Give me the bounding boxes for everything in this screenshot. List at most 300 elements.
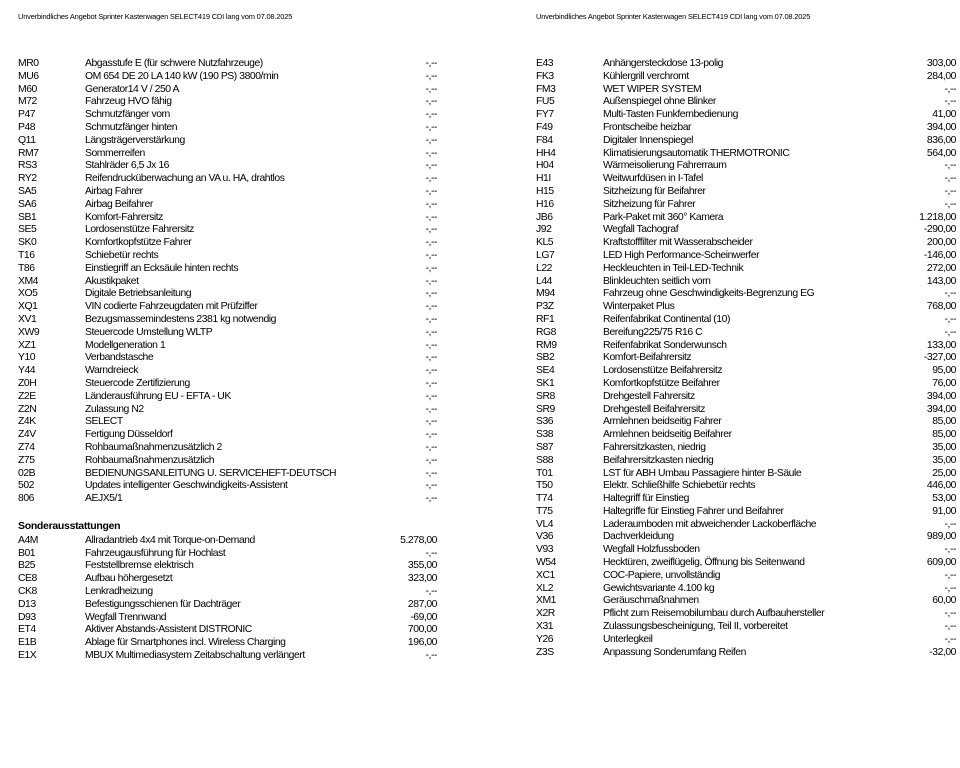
equipment-row xyxy=(18,637,437,650)
equipment-price: -,-- xyxy=(425,493,437,505)
equipment-row xyxy=(536,595,956,608)
equipment-code: Z2E xyxy=(18,390,36,402)
equipment-code: T01 xyxy=(536,467,553,479)
equipment-row xyxy=(536,173,956,186)
equipment-price: -,-- xyxy=(944,326,956,338)
equipment-row xyxy=(18,391,437,404)
equipment-code: M72 xyxy=(18,96,37,108)
section-title-sonderausstattungen: Sonderausstattungen xyxy=(18,519,121,532)
equipment-description: Lenkradheizung xyxy=(85,586,153,598)
equipment-price: -,-- xyxy=(425,390,437,402)
equipment-row xyxy=(536,276,956,289)
equipment-row xyxy=(18,58,437,71)
equipment-code: E1X xyxy=(18,650,37,662)
equipment-description: Fertigung Düsseldorf xyxy=(85,429,173,441)
equipment-price: -,-- xyxy=(425,586,437,598)
equipment-row xyxy=(18,186,437,199)
equipment-row xyxy=(536,416,956,429)
equipment-code: M60 xyxy=(18,83,37,95)
equipment-row xyxy=(536,621,956,634)
equipment-price: -,-- xyxy=(425,58,437,69)
equipment-price: 133,00 xyxy=(926,339,956,351)
equipment-price: -,-- xyxy=(944,582,956,594)
equipment-description: Allradantrieb 4x4 mit Torque-on-Demand xyxy=(85,534,255,546)
equipment-description: Außenspiegel ohne Blinker xyxy=(603,96,716,108)
equipment-description: Geräuschmaßnahmen xyxy=(603,595,699,607)
equipment-description: Drehgestell Beifahrersitz xyxy=(603,403,705,415)
equipment-price: -327,00 xyxy=(923,352,956,364)
equipment-description: Pflicht zum Reisemobilumbau durch Aufbauhersteller xyxy=(603,608,825,620)
equipment-description: Zulassungsbescheinigung, Teil II, vorbereitet xyxy=(603,621,788,633)
equipment-code: S36 xyxy=(536,416,554,428)
equipment-row xyxy=(18,237,437,250)
equipment-description: Airbag Fahrer xyxy=(85,185,143,197)
equipment-code: Y26 xyxy=(536,633,554,645)
equipment-code: XC1 xyxy=(536,569,555,581)
equipment-description: Weitwurfdüsen in I-Tafel xyxy=(603,173,703,185)
equipment-code: Z4K xyxy=(18,416,36,428)
equipment-row xyxy=(536,391,956,404)
equipment-price: 284,00 xyxy=(926,70,956,82)
equipment-price: -,-- xyxy=(425,173,437,185)
equipment-description: Fahrersitzkasten, niedrig xyxy=(603,441,706,453)
equipment-description: Abgasstufe E (für schwere Nutzfahrzeuge) xyxy=(85,58,263,69)
equipment-row xyxy=(18,468,437,481)
equipment-code: CK8 xyxy=(18,586,37,598)
equipment-price: -69,00 xyxy=(410,611,437,623)
equipment-code: E1B xyxy=(18,637,37,649)
equipment-price: -,-- xyxy=(425,339,437,351)
equipment-description: Unterlegkeil xyxy=(603,633,653,645)
equipment-row xyxy=(18,548,437,561)
equipment-price: 272,00 xyxy=(926,262,956,274)
equipment-description: Generator14 V / 250 A xyxy=(85,83,179,95)
equipment-price: -,-- xyxy=(425,547,437,559)
equipment-code: XM1 xyxy=(536,595,557,607)
equipment-code: XV1 xyxy=(18,313,37,325)
equipment-code: A4M xyxy=(18,534,39,546)
equipment-price: -,-- xyxy=(425,429,437,441)
equipment-price: -,-- xyxy=(425,249,437,261)
equipment-description: Heckleuchten in Teil-LED-Technik xyxy=(603,262,744,274)
equipment-code: XO5 xyxy=(18,288,38,300)
equipment-price: -,-- xyxy=(425,211,437,223)
equipment-code: S88 xyxy=(536,454,554,466)
equipment-code: XQ1 xyxy=(18,301,38,313)
equipment-code: KL5 xyxy=(536,237,554,249)
equipment-code: B01 xyxy=(18,547,36,559)
equipment-description: Ablage für Smartphones incl. Wireless Charging xyxy=(85,637,286,649)
equipment-code: P48 xyxy=(18,121,36,133)
equipment-price: 394,00 xyxy=(926,403,956,415)
equipment-row xyxy=(536,301,956,314)
equipment-row xyxy=(18,224,437,237)
equipment-description: MBUX Multimediasystem Zeitabschaltung verlängert xyxy=(85,650,305,662)
equipment-row xyxy=(536,557,956,570)
equipment-row xyxy=(18,173,437,186)
equipment-code: FU5 xyxy=(536,96,555,108)
equipment-code: Y44 xyxy=(18,365,36,377)
equipment-code: L22 xyxy=(536,262,552,274)
equipment-row xyxy=(18,250,437,263)
equipment-description: Armlehnen beidseitig Beifahrer xyxy=(603,429,732,441)
equipment-row xyxy=(536,263,956,276)
equipment-code: SK0 xyxy=(18,237,37,249)
equipment-description: Wegfall Holzfussboden xyxy=(603,544,700,556)
equipment-code: T50 xyxy=(536,480,553,492)
optional-equipment-list-continued xyxy=(536,58,956,659)
equipment-code: SR9 xyxy=(536,403,555,415)
equipment-row xyxy=(536,352,956,365)
equipment-price: -,-- xyxy=(425,377,437,389)
equipment-row xyxy=(536,109,956,122)
equipment-price: 85,00 xyxy=(932,416,956,428)
equipment-description: Aufbau höhergesetzt xyxy=(85,573,173,585)
equipment-description: Steuercode Umstellung WLTP xyxy=(85,326,213,338)
equipment-row xyxy=(536,583,956,596)
equipment-description: Feststellbremse elektrisch xyxy=(85,560,194,572)
equipment-row xyxy=(536,365,956,378)
equipment-code: 806 xyxy=(18,493,34,505)
equipment-description: LED High Performance-Scheinwerfer xyxy=(603,249,760,261)
equipment-row xyxy=(536,122,956,135)
equipment-description: Schiebetür rechts xyxy=(85,249,159,261)
equipment-price: -,-- xyxy=(425,185,437,197)
equipment-description: Digitale Betriebsanleitung xyxy=(85,288,192,300)
equipment-row xyxy=(18,535,437,548)
equipment-price: -146,00 xyxy=(923,249,956,261)
equipment-price: -,-- xyxy=(425,288,437,300)
equipment-description: SELECT xyxy=(85,416,123,428)
equipment-row xyxy=(18,560,437,573)
equipment-price: -,-- xyxy=(425,70,437,82)
equipment-description: Bezugsmassemindestens 2381 kg notwendig xyxy=(85,313,276,325)
equipment-row xyxy=(18,314,437,327)
equipment-row xyxy=(18,276,437,289)
equipment-price: -,-- xyxy=(425,198,437,210)
equipment-description: Haltegriff für Einstieg xyxy=(603,493,689,505)
equipment-row xyxy=(536,455,956,468)
equipment-price: 394,00 xyxy=(926,121,956,133)
equipment-description: Rohbaumaßnahmenzusätzlich 2 xyxy=(85,441,222,453)
equipment-code: S38 xyxy=(536,429,554,441)
equipment-row xyxy=(536,314,956,327)
equipment-code: D93 xyxy=(18,611,36,623)
equipment-price: -,-- xyxy=(425,96,437,108)
equipment-description: Fahrzeugausführung für Hochlast xyxy=(85,547,226,559)
equipment-code: L44 xyxy=(536,275,552,287)
equipment-code: RG8 xyxy=(536,326,557,338)
equipment-code: S87 xyxy=(536,441,554,453)
equipment-code: T16 xyxy=(18,249,35,261)
equipment-description: Wegfall Trennwand xyxy=(85,611,167,623)
equipment-price: -290,00 xyxy=(923,224,956,236)
equipment-code: MU6 xyxy=(18,70,39,82)
equipment-row xyxy=(18,340,437,353)
equipment-code: RM9 xyxy=(536,339,557,351)
equipment-row xyxy=(536,378,956,391)
equipment-code: 02B xyxy=(18,467,36,479)
equipment-row xyxy=(536,493,956,506)
equipment-description: Fahrzeug ohne Geschwindigkeits-Begrenzung EG xyxy=(603,288,815,300)
equipment-code: Z75 xyxy=(18,454,35,466)
equipment-row xyxy=(536,634,956,647)
equipment-row xyxy=(536,135,956,148)
equipment-description: Länderausführung EU - EFTA - UK xyxy=(85,390,231,402)
equipment-row xyxy=(536,429,956,442)
optional-equipment-list xyxy=(18,535,437,663)
equipment-description: Sitzheizung für Fahrer xyxy=(603,198,696,210)
equipment-row xyxy=(18,148,437,161)
equipment-description: Laderaumboden mit abweichender Lackoberfläche xyxy=(603,518,817,530)
equipment-row xyxy=(18,378,437,391)
equipment-row xyxy=(536,84,956,97)
equipment-description: Dachverkleidung xyxy=(603,531,674,543)
equipment-row xyxy=(536,544,956,557)
equipment-price: 323,00 xyxy=(407,573,437,585)
equipment-description: Schmutzfänger vorn xyxy=(85,109,170,121)
equipment-description: Akustikpaket xyxy=(85,275,139,287)
equipment-code: F49 xyxy=(536,121,553,133)
equipment-code: Z4V xyxy=(18,429,36,441)
equipment-code: H15 xyxy=(536,185,554,197)
equipment-price: -,-- xyxy=(944,544,956,556)
equipment-description: Längsträgerverstärkung xyxy=(85,134,185,146)
equipment-row xyxy=(18,199,437,212)
equipment-row xyxy=(536,531,956,544)
equipment-row xyxy=(536,442,956,455)
equipment-description: Warndreieck xyxy=(85,365,138,377)
equipment-row xyxy=(18,263,437,276)
equipment-row xyxy=(536,148,956,161)
equipment-description: Airbag Beifahrer xyxy=(85,198,153,210)
equipment-row xyxy=(536,288,956,301)
equipment-description: Kühlergrill verchromt xyxy=(603,70,689,82)
equipment-code: XW9 xyxy=(18,326,40,338)
equipment-price: -,-- xyxy=(944,569,956,581)
equipment-description: Lordosenstütze Beifahrersitz xyxy=(603,365,723,377)
equipment-description: Komfortkopfstütze Beifahrer xyxy=(603,377,720,389)
equipment-price: 303,00 xyxy=(926,58,956,69)
equipment-price: 143,00 xyxy=(926,275,956,287)
equipment-description: BEDIENUNGSANLEITUNG U. SERVICEHEFT-DEUTSCH xyxy=(85,467,337,479)
equipment-description: COC-Papiere, unvollständig xyxy=(603,569,721,581)
equipment-row xyxy=(18,301,437,314)
equipment-price: 768,00 xyxy=(926,301,956,313)
equipment-code: X31 xyxy=(536,621,554,633)
equipment-row xyxy=(18,96,437,109)
equipment-price: -,-- xyxy=(425,160,437,172)
equipment-row xyxy=(536,340,956,353)
equipment-price: -,-- xyxy=(944,518,956,530)
equipment-row xyxy=(18,109,437,122)
equipment-description: Park-Paket mit 360° Kamera xyxy=(603,211,724,223)
equipment-code: SB2 xyxy=(536,352,555,364)
equipment-code: T74 xyxy=(536,493,553,505)
equipment-code: H1I xyxy=(536,173,551,185)
equipment-code: XM4 xyxy=(18,275,39,287)
equipment-description: Kraftstofffilter mit Wasserabscheider xyxy=(603,237,753,249)
equipment-description: Reifendrucküberwachung an VA u. HA, drahtlos xyxy=(85,173,285,185)
equipment-code: SE5 xyxy=(18,224,37,236)
equipment-price: 35,00 xyxy=(932,454,956,466)
equipment-price: -,-- xyxy=(944,160,956,172)
equipment-code: X2R xyxy=(536,608,555,620)
equipment-price: 35,00 xyxy=(932,441,956,453)
equipment-row xyxy=(18,586,437,599)
equipment-row xyxy=(536,160,956,173)
equipment-code: H04 xyxy=(536,160,554,172)
equipment-description: Aktiver Abstands-Assistent DISTRONIC xyxy=(85,624,252,636)
equipment-price: -,-- xyxy=(425,134,437,146)
equipment-description: Reifenfabrikat Sonderwunsch xyxy=(603,339,727,351)
equipment-code: Z74 xyxy=(18,441,35,453)
equipment-price: -,-- xyxy=(944,633,956,645)
equipment-code: XL2 xyxy=(536,582,554,594)
equipment-row xyxy=(536,506,956,519)
equipment-code: CE8 xyxy=(18,573,37,585)
equipment-code: SA5 xyxy=(18,185,37,197)
equipment-description: Modellgeneration 1 xyxy=(85,339,166,351)
equipment-row xyxy=(18,429,437,442)
equipment-code: Y10 xyxy=(18,352,36,364)
equipment-row xyxy=(536,647,956,660)
equipment-code: E43 xyxy=(536,58,554,69)
equipment-price: 85,00 xyxy=(932,429,956,441)
equipment-code: 502 xyxy=(18,480,34,492)
equipment-code: HH4 xyxy=(536,147,556,159)
equipment-row xyxy=(536,212,956,225)
equipment-row xyxy=(536,327,956,340)
page-header-left: Unverbindliches Angebot Sprinter Kastenwagen SELECT419 CDI lang vom 07.08.2025 xyxy=(18,12,293,21)
equipment-row xyxy=(18,455,437,468)
equipment-price: 609,00 xyxy=(926,557,956,569)
equipment-description: Rohbaumaßnahmenzusätzlich xyxy=(85,454,215,466)
equipment-code: Q11 xyxy=(18,134,36,146)
equipment-code: ET4 xyxy=(18,624,36,636)
equipment-description: Anpassung Sonderumfang Reifen xyxy=(603,646,746,658)
equipment-description: Anhängersteckdose 13-polig xyxy=(603,58,724,69)
equipment-price: 355,00 xyxy=(407,560,437,572)
equipment-price: 41,00 xyxy=(932,109,956,121)
equipment-row xyxy=(536,519,956,532)
equipment-price: 95,00 xyxy=(932,365,956,377)
equipment-row xyxy=(536,480,956,493)
equipment-code: RY2 xyxy=(18,173,37,185)
equipment-row xyxy=(18,122,437,135)
equipment-description: Multi-Tasten Funkfernbedienung xyxy=(603,109,738,121)
equipment-description: Updates intelligenter Geschwindigkeits-Assistent xyxy=(85,480,288,492)
equipment-row xyxy=(18,212,437,225)
equipment-price: -,-- xyxy=(944,288,956,300)
equipment-price: 25,00 xyxy=(932,467,956,479)
equipment-price: -,-- xyxy=(425,454,437,466)
equipment-row xyxy=(18,650,437,663)
equipment-code: SE4 xyxy=(536,365,555,377)
equipment-row xyxy=(18,442,437,455)
equipment-description: VIN codierte Fahrzeugdaten mit Prüfziffer xyxy=(85,301,258,313)
equipment-description: Hecktüren, zweiflügelig, Öffnung bis Seitenwand xyxy=(603,557,805,569)
equipment-price: -,-- xyxy=(944,621,956,633)
equipment-price: -,-- xyxy=(944,96,956,108)
equipment-row xyxy=(18,327,437,340)
equipment-code: Z2N xyxy=(18,403,37,415)
equipment-row xyxy=(18,288,437,301)
equipment-row xyxy=(536,71,956,84)
equipment-code: FM3 xyxy=(536,83,556,95)
equipment-description: OM 654 DE 20 LA 140 kW (190 PS) 3800/min xyxy=(85,70,279,82)
equipment-description: LST für ABH Umbau Passagiere hinter B-Säule xyxy=(603,467,802,479)
equipment-code: P3Z xyxy=(536,301,554,313)
standard-equipment-list xyxy=(18,58,437,506)
equipment-price: 700,00 xyxy=(407,624,437,636)
equipment-row xyxy=(18,160,437,173)
equipment-row xyxy=(18,573,437,586)
equipment-row xyxy=(536,58,956,71)
equipment-description: Reifenfabrikat Continental (10) xyxy=(603,313,730,325)
equipment-row xyxy=(536,96,956,109)
equipment-code: FY7 xyxy=(536,109,554,121)
equipment-price: -,-- xyxy=(425,121,437,133)
equipment-price: -,-- xyxy=(944,173,956,185)
equipment-price: -,-- xyxy=(425,467,437,479)
equipment-price: 287,00 xyxy=(407,598,437,610)
equipment-code: V93 xyxy=(536,544,554,556)
equipment-row xyxy=(536,224,956,237)
equipment-code: B25 xyxy=(18,560,36,572)
equipment-price: -,-- xyxy=(425,109,437,121)
equipment-row xyxy=(18,624,437,637)
equipment-code: SB1 xyxy=(18,211,37,223)
equipment-description: Elektr. Schließhilfe Schiebetür rechts xyxy=(603,480,756,492)
equipment-description: Komfort-Fahrersitz xyxy=(85,211,163,223)
equipment-description: Steuercode Zertifizierung xyxy=(85,377,190,389)
equipment-price: -,-- xyxy=(425,650,437,662)
equipment-description: WET WIPER SYSTEM xyxy=(603,83,702,95)
equipment-code: D13 xyxy=(18,598,36,610)
equipment-description: Verbandstasche xyxy=(85,352,154,364)
equipment-description: Frontscheibe heizbar xyxy=(603,121,692,133)
equipment-price: -,-- xyxy=(425,275,437,287)
equipment-row xyxy=(18,352,437,365)
equipment-price: -,-- xyxy=(425,352,437,364)
equipment-price: -,-- xyxy=(944,198,956,210)
equipment-row xyxy=(18,71,437,84)
equipment-row xyxy=(536,237,956,250)
equipment-description: AEJX5/1 xyxy=(85,493,123,505)
equipment-code: LG7 xyxy=(536,249,555,261)
equipment-code: T75 xyxy=(536,505,553,517)
equipment-description: Komfortkopfstütze Fahrer xyxy=(85,237,192,249)
equipment-code: V36 xyxy=(536,531,554,543)
equipment-row xyxy=(536,199,956,212)
equipment-price: 446,00 xyxy=(926,480,956,492)
equipment-price: 5.278,00 xyxy=(400,534,437,546)
equipment-code: J92 xyxy=(536,224,552,236)
equipment-code: RM7 xyxy=(18,147,39,159)
equipment-code: FK3 xyxy=(536,70,554,82)
equipment-price: -,-- xyxy=(944,83,956,95)
equipment-description: Sitzheizung für Beifahrer xyxy=(603,185,706,197)
equipment-description: Schmutzfänger hinten xyxy=(85,121,178,133)
equipment-price: 60,00 xyxy=(932,595,956,607)
equipment-price: -,-- xyxy=(425,147,437,159)
equipment-description: Blinkleuchten seitlich vorn xyxy=(603,275,711,287)
equipment-price: -,-- xyxy=(944,313,956,325)
equipment-price: -,-- xyxy=(425,237,437,249)
equipment-row xyxy=(18,480,437,493)
equipment-row xyxy=(18,416,437,429)
